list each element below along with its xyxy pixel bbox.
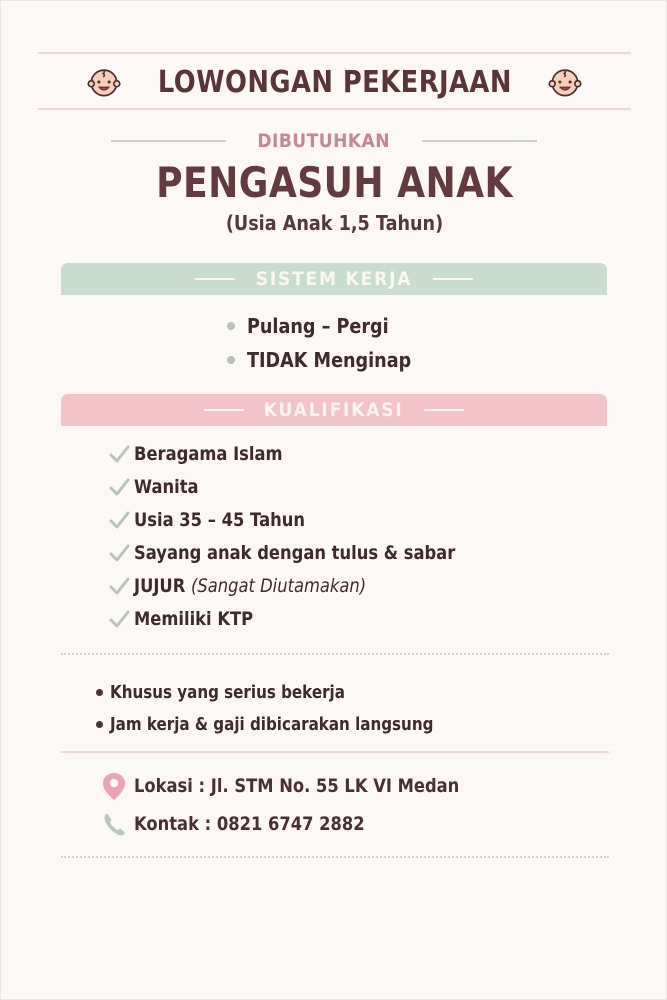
list-item: Wanita (108, 470, 508, 503)
jujur-note: (Sangat Diutamakan) (190, 574, 367, 597)
role-title: PENGASUH ANAK (156, 158, 513, 207)
location-row: Lokasi : Jl. STM No. 55 LK VI Medan (101, 767, 512, 805)
bullet-icon (227, 322, 235, 330)
checkmark-icon (108, 510, 130, 530)
bullet-icon (227, 356, 235, 364)
list-item: Pulang – Pergi (227, 309, 434, 343)
checkmark-icon (108, 576, 130, 596)
divider-contact (61, 751, 609, 753)
phone-icon (101, 809, 127, 839)
list-item: Memiliki KTP (108, 602, 508, 635)
checkmark-icon (108, 543, 130, 563)
divider-header-bottom (38, 108, 631, 110)
checkmark-icon (108, 609, 130, 629)
bullet-icon (96, 689, 103, 696)
header (1, 61, 667, 103)
poster-title: LOWONGAN PEKERJAAN (157, 64, 512, 100)
decor-line (204, 409, 244, 411)
decor-line (195, 278, 235, 280)
kualifikasi-list (108, 437, 508, 635)
decor-line (424, 409, 464, 411)
map-pin-icon (101, 771, 127, 801)
kualifikasi-title: KUALIFIKASI (264, 399, 404, 421)
notes-list (96, 676, 495, 740)
baby-face-icon (87, 65, 121, 99)
list-item (108, 569, 508, 602)
list-item: Beragama Islam (108, 437, 508, 470)
dotted-divider (61, 653, 609, 655)
role-subtitle: (Usia Anak 1,5 Tahun) (225, 211, 444, 235)
list-item: Jam kerja & gaji dibicarakan langsung (96, 708, 495, 740)
sistem-kerja-banner (61, 263, 607, 295)
decor-line (433, 278, 473, 280)
checkmark-icon (108, 477, 130, 497)
kualifikasi-banner (61, 394, 607, 426)
divider-top (38, 52, 631, 54)
sistem-kerja-list (227, 309, 434, 377)
baby-face-icon (548, 65, 582, 99)
dotted-divider (61, 856, 609, 858)
decor-line (422, 140, 537, 142)
decor-line (111, 140, 226, 142)
list-item: TIDAK Menginap (227, 343, 434, 377)
jujur-text: JUJUR (134, 574, 186, 597)
phone-row: Kontak : 0821 6747 2882 (101, 805, 512, 843)
list-item: Khusus yang serius bekerja (96, 676, 495, 708)
sistem-kerja-title: SISTEM KERJA (255, 268, 413, 290)
dibutuhkan-label: DIBUTUHKAN (257, 130, 391, 152)
contact-info (101, 767, 512, 843)
dibutuhkan-row (111, 129, 537, 153)
list-item: Sayang anak dengan tulus & sabar (108, 536, 508, 569)
list-item: Usia 35 – 45 Tahun (108, 503, 508, 536)
checkmark-icon (108, 444, 130, 464)
bullet-icon (96, 721, 103, 728)
